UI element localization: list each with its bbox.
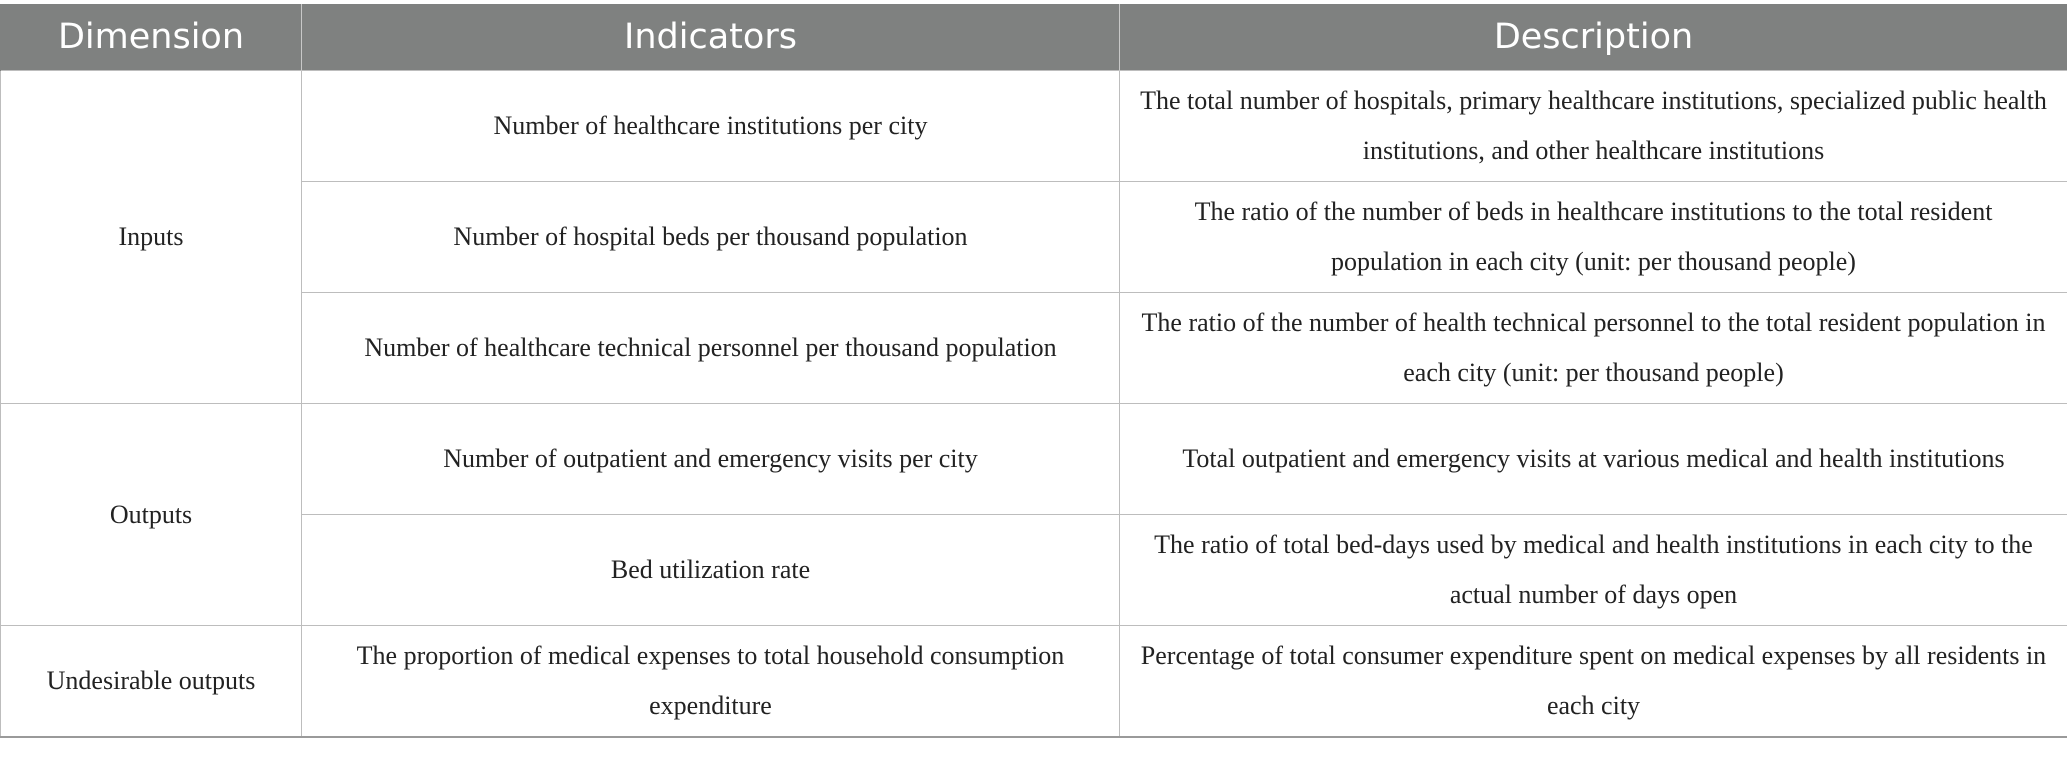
indicator-cell: Number of healthcare institutions per city — [302, 71, 1120, 182]
table-row — [1, 293, 2067, 404]
table-row — [1, 626, 2067, 738]
dimension-cell-outputs: Outputs — [1, 404, 302, 626]
dimension-cell-undesirable-outputs: Undesirable outputs — [1, 626, 302, 738]
description-cell: Total outpatient and emergency visits at various medical and health institutions — [1120, 404, 2067, 515]
description-cell: Percentage of total consumer expenditure spent on medical expenses by all residents in each city — [1120, 626, 2067, 738]
description-cell: The ratio of the number of beds in healthcare institutions to the total resident population in each city (unit: per thousand people) — [1120, 182, 2067, 293]
description-cell: The total number of hospitals, primary healthcare institutions, specialized public health institutions, and other healthcare institutions — [1120, 71, 2067, 182]
table-row — [1, 71, 2067, 182]
indicator-table-container — [0, 4, 2067, 738]
header-dimension: Dimension — [1, 4, 302, 71]
description-cell: The ratio of total bed-days used by medical and health institutions in each city to the actual number of days open — [1120, 515, 2067, 626]
dimension-cell-inputs: Inputs — [1, 71, 302, 404]
header-row — [1, 4, 2067, 71]
header-description: Description — [1120, 4, 2067, 71]
table-row — [1, 515, 2067, 626]
indicator-cell: Number of healthcare technical personnel per thousand population — [302, 293, 1120, 404]
description-cell: The ratio of the number of health technical personnel to the total resident population in each city (unit: per thousand people) — [1120, 293, 2067, 404]
indicator-cell: The proportion of medical expenses to total household consumption expenditure — [302, 626, 1120, 738]
header-indicators: Indicators — [302, 4, 1120, 71]
indicator-table — [0, 4, 2067, 738]
indicator-cell: Number of outpatient and emergency visits per city — [302, 404, 1120, 515]
indicator-cell: Number of hospital beds per thousand population — [302, 182, 1120, 293]
indicator-cell: Bed utilization rate — [302, 515, 1120, 626]
table-row — [1, 404, 2067, 515]
table-header — [1, 4, 2067, 71]
table-row — [1, 182, 2067, 293]
table-body — [1, 71, 2067, 738]
